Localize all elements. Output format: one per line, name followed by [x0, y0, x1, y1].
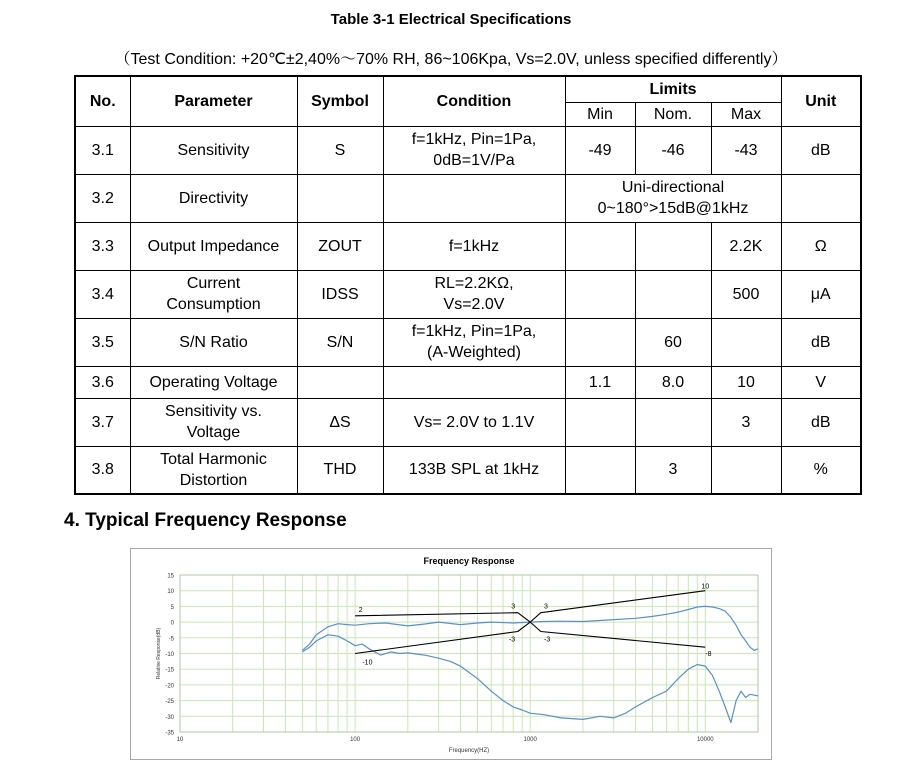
- cell-condition: [383, 222, 565, 270]
- header-limits: Limits: [565, 76, 781, 102]
- limit-annotation: 3: [511, 603, 516, 611]
- cell-no: 3.8: [75, 446, 130, 494]
- cell-min: 1.1: [565, 366, 635, 398]
- table-row: [75, 398, 861, 446]
- cell-max: -43: [711, 126, 781, 174]
- cell-parameter-line: Current: [186, 275, 241, 292]
- y-tick-label: -5: [168, 636, 174, 643]
- cell-nom: -46: [635, 126, 711, 174]
- cell-min: [565, 222, 635, 270]
- cell-nom: 8.0: [635, 366, 711, 398]
- cell-no: 3.4: [75, 270, 130, 318]
- y-tick-label: -30: [165, 714, 174, 721]
- cell-min: [565, 270, 635, 318]
- cell-nom: 60: [635, 318, 711, 366]
- cell-condition: [383, 366, 565, 398]
- cell-no: 3.1: [75, 126, 130, 174]
- cell-parameter-line: Directivity: [178, 189, 249, 207]
- cell-condition: [383, 126, 565, 174]
- cell-unit: V: [781, 366, 861, 398]
- y-tick-label: 10: [167, 589, 174, 596]
- table-row: [75, 222, 861, 270]
- cell-no: 3.5: [75, 318, 130, 366]
- section-heading: 4. Typical Frequency Response: [64, 510, 347, 531]
- cell-parameter: [130, 318, 297, 366]
- table-title: Table 3-1 Electrical Specifications: [330, 11, 572, 28]
- cell-parameter-line: Consumption: [166, 296, 261, 313]
- cell-condition-line: (A-Weighted): [427, 344, 521, 361]
- cell-symbol: ZOUT: [297, 222, 383, 270]
- cell-min: [565, 318, 635, 366]
- cell-condition-line: f=1kHz: [448, 237, 500, 255]
- cell-condition: [383, 446, 565, 494]
- cell-unit: μA: [781, 270, 861, 318]
- y-tick-label: -15: [165, 667, 174, 674]
- cell-no: 3.6: [75, 366, 130, 398]
- cell-parameter: [130, 366, 297, 398]
- y-axis-label: Relative Response(dB): [156, 627, 162, 680]
- x-tick-label: 10: [176, 737, 184, 743]
- cell-unit: [781, 174, 861, 222]
- cell-parameter: [130, 446, 297, 494]
- cell-unit: dB: [781, 398, 861, 446]
- limit-annotation: -8: [705, 651, 712, 659]
- cell-symbol: [297, 366, 383, 398]
- cell-condition-line: RL=2.2KΩ,: [434, 275, 514, 292]
- limit-annotation: -3: [544, 636, 551, 644]
- x-tick-label: 10000: [696, 737, 714, 743]
- cell-condition-line: f=1kHz, Pin=1Pa,: [411, 323, 537, 340]
- y-tick-label: 15: [167, 573, 174, 580]
- cell-unit: %: [781, 446, 861, 494]
- cell-nom: 3: [635, 446, 711, 494]
- cell-max: 3: [711, 398, 781, 446]
- table-row: [75, 174, 861, 222]
- cell-symbol: THD: [297, 446, 383, 494]
- cell-symbol: S: [297, 126, 383, 174]
- cell-condition-line: Vs= 2.0V to 1.1V: [413, 413, 535, 431]
- header-min: Min: [565, 102, 635, 126]
- cell-max: [711, 446, 781, 494]
- cell-condition: [383, 398, 565, 446]
- cell-nom: [635, 222, 711, 270]
- cell-nom: [635, 270, 711, 318]
- cell-condition-line: Vs=2.0V: [443, 296, 505, 313]
- cell-min: -49: [565, 126, 635, 174]
- table-row: [75, 446, 861, 494]
- cell-parameter-line: S/N Ratio: [179, 333, 248, 351]
- cell-min: [565, 446, 635, 494]
- cell-nom: [635, 398, 711, 446]
- limit-annotation: 10: [701, 583, 710, 591]
- chart-title: Frequency Response: [423, 556, 515, 566]
- cell-max: [711, 318, 781, 366]
- cell-unit: dB: [781, 318, 861, 366]
- frequency-response-chart: [130, 548, 772, 760]
- cell-parameter-line: Sensitivity vs.: [165, 403, 262, 420]
- cell-limits-merged-line: Uni-directional: [621, 179, 725, 196]
- cell-min: [565, 398, 635, 446]
- cell-symbol: [297, 174, 383, 222]
- limit-annotation: 2: [358, 606, 363, 614]
- cell-condition-line: f=1kHz, Pin=1Pa,: [411, 131, 537, 148]
- cell-max: 2.2K: [711, 222, 781, 270]
- table-row: [75, 366, 861, 398]
- cell-unit: dB: [781, 126, 861, 174]
- test-condition: （Test Condition: +20℃±2,40%～70% RH, 86~106Kpa, Vs=2.0V, unless specified differently）: [114, 51, 788, 68]
- cell-condition-line: 133B SPL at 1kHz: [408, 461, 540, 479]
- y-tick-label: 0: [170, 620, 174, 627]
- table-row: [75, 126, 861, 174]
- header-max: Max: [711, 102, 781, 126]
- cell-condition-line: 0dB=1V/Pa: [433, 152, 515, 169]
- chart-svg: [131, 549, 771, 759]
- cell-symbol: IDSS: [297, 270, 383, 318]
- x-axis-label: Frequency(HZ): [448, 748, 490, 754]
- header-symbol: Symbol: [297, 76, 383, 126]
- cell-max: 10: [711, 366, 781, 398]
- cell-parameter-line: Sensitivity: [177, 141, 250, 159]
- cell-parameter: [130, 126, 297, 174]
- cell-no: 3.2: [75, 174, 130, 222]
- header-parameter: Parameter: [130, 76, 297, 126]
- cell-parameter-line: Distortion: [179, 471, 248, 489]
- header-condition: Condition: [383, 76, 565, 126]
- y-tick-label: -25: [165, 699, 174, 706]
- cell-limits-merged: [565, 174, 781, 222]
- x-tick-label: 1000: [523, 737, 537, 743]
- cell-condition: [383, 270, 565, 318]
- cell-no: 3.7: [75, 398, 130, 446]
- limit-annotation: -3: [508, 636, 516, 644]
- y-tick-label: -35: [165, 730, 174, 737]
- cell-parameter-line: Output Impedance: [147, 237, 280, 255]
- cell-parameter: [130, 174, 297, 222]
- y-tick-label: -20: [165, 683, 174, 690]
- cell-condition: [383, 318, 565, 366]
- header-nom: Nom.: [635, 102, 711, 126]
- cell-parameter-line: Voltage: [186, 424, 241, 441]
- cell-limits-merged-line: 0~180°>15dB@1kHz: [597, 200, 749, 217]
- cell-parameter: [130, 222, 297, 270]
- table-row: [75, 270, 861, 318]
- cell-parameter: [130, 270, 297, 318]
- y-tick-label: 5: [170, 604, 174, 611]
- limit-annotation: -10: [362, 659, 373, 667]
- header-no: No.: [75, 76, 130, 126]
- cell-max: 500: [711, 270, 781, 318]
- cell-parameter-line: Total Harmonic: [160, 450, 267, 468]
- cell-unit: Ω: [781, 222, 861, 270]
- table-row: [75, 318, 861, 366]
- cell-condition: [383, 174, 565, 222]
- header-unit: Unit: [781, 76, 861, 126]
- x-tick-label: 100: [350, 737, 361, 743]
- electrical-spec-table: [74, 75, 862, 495]
- cell-symbol: ΔS: [297, 398, 383, 446]
- cell-symbol: S/N: [297, 318, 383, 366]
- cell-parameter-line: Operating Voltage: [149, 373, 278, 391]
- cell-no: 3.3: [75, 222, 130, 270]
- y-tick-label: -10: [165, 652, 174, 658]
- cell-parameter: [130, 398, 297, 446]
- limit-annotation: 3: [544, 603, 548, 611]
